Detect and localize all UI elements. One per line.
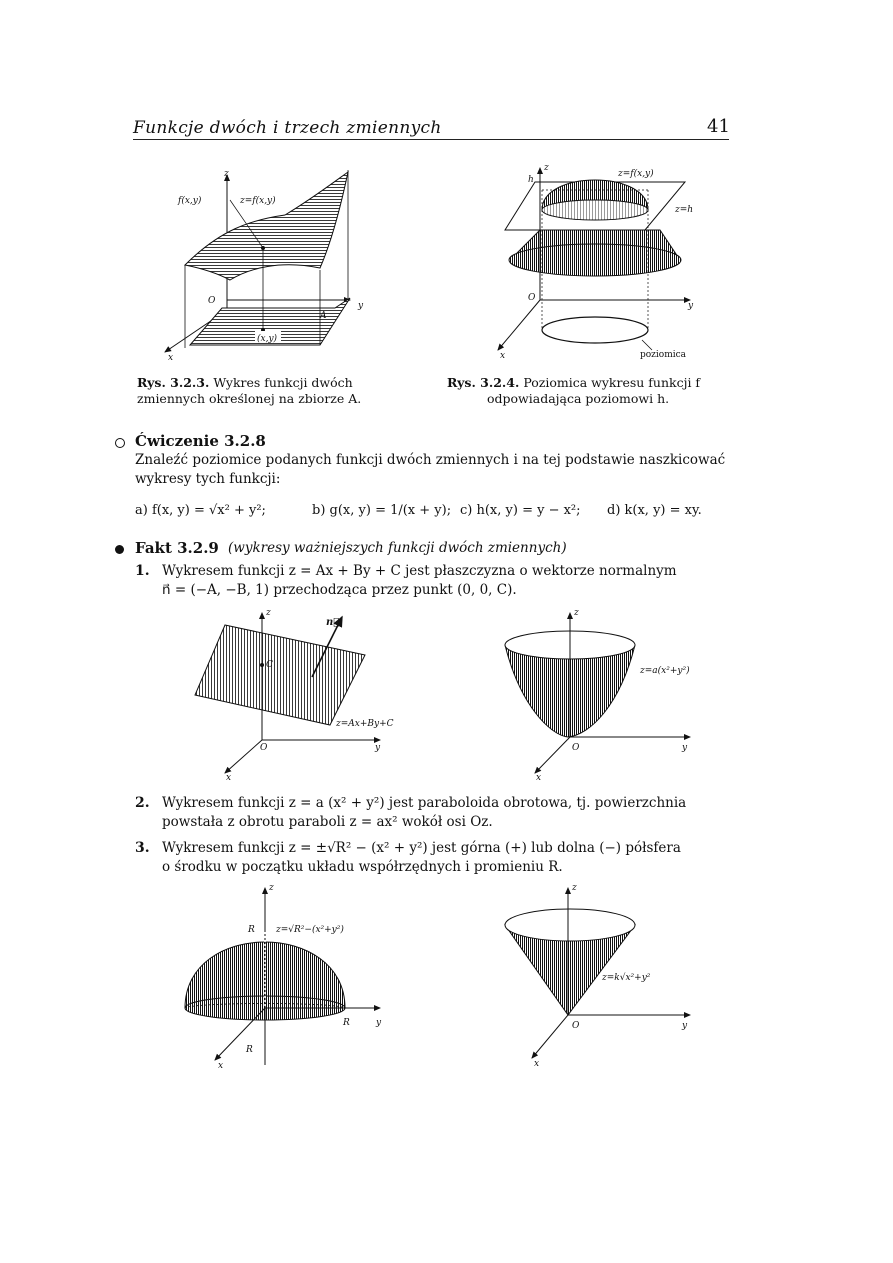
fig323-y-label: y [358,301,364,311]
plane-C-label: C [266,660,273,670]
hemisphere-y-label: y [376,1018,382,1028]
caption-3-2-4 [447,375,737,407]
fig324-z-label: z [544,163,549,173]
cone-y-label: y [682,1021,688,1031]
fig324-x-label: x [500,351,506,361]
figure-hemisphere [180,880,400,1070]
exercise-item-b: b) g(x, y) = 1/(x + y); [312,503,452,518]
fact-item1-number: 1. [135,563,150,579]
caption-3-2-3 [137,375,417,407]
fact-heading: Fakt 3.2.9 [135,539,219,557]
paraboloid-x-label: x [536,773,542,783]
exercise-line2: wykresy tych funkcji: [135,471,281,487]
running-header-title: Funkcje dwóch i trzech zmiennych [133,118,442,138]
hemisphere-eq-label: z=√R²−(x²+y²) [276,925,344,935]
figure-cone [500,880,720,1070]
plane-origin-label: O [260,743,268,753]
cone-x-label: x [534,1059,540,1069]
exercise-heading: Ćwiczenie 3.2.8 [135,432,266,450]
hemisphere-R-top-label: R [248,925,255,935]
fig324-plane-label: z=h [675,205,694,215]
plane-z-label: z [266,608,271,618]
fig324-y-label: y [688,301,694,311]
paraboloid-eq-label: z=a(x²+y²) [640,666,690,676]
plane-n-label: n⃗ [326,617,340,628]
fact-item3-text [162,839,742,877]
hemisphere-R-bottom-label: R [246,1045,253,1055]
fig324-level-label: poziomica [640,350,687,360]
fig323-origin-label: O [208,296,216,306]
cone-eq-label: z=k√x²+y² [602,973,651,983]
caption-3-2-3-number: Rys. 3.2.3. [137,375,210,390]
plane-eq-label: z=Ax+By+C [336,719,394,729]
fact-bullet-icon [115,545,124,554]
fact-item2-number: 2. [135,795,150,811]
fact-item1-line1: Wykresem funkcji z = Ax + By + C jest płaszczyzna o wektorze normalnym [162,563,677,579]
fact-item1-text [162,562,742,600]
fact-item3-number: 3. [135,840,150,856]
fig324-surface-label: z=f(x,y) [618,169,654,179]
fig323-point-label: (x,y) [257,334,278,344]
fact-item2-text [162,794,742,832]
caption-3-2-3-line2: zmiennych określonej na zbiorze A. [137,391,362,406]
fact-item1-line2: n⃗ = (−A, −B, 1) przechodząca przez punkt (0, 0, C). [162,582,517,598]
paraboloid-origin-label: O [572,743,580,753]
paraboloid-y-label: y [682,743,688,753]
paraboloid-z-label: z [574,608,579,618]
fact-item2-line1: Wykresem funkcji z = a (x² + y²) jest paraboloida obrotowa, tj. powierzchnia [162,795,687,811]
fig323-fxy-label: f(x,y) [178,196,202,206]
fig323-x-label: x [168,353,174,363]
exercise-item-c: c) h(x, y) = y − x²; [460,503,581,518]
page-number: 41 [707,116,730,137]
fact-item2-line2: powstała z obrotu paraboli z = ax² wokół osi Oz. [162,814,493,830]
cone-z-label: z [572,883,577,893]
exercise-item-a: a) f(x, y) = √x² + y²; [135,503,266,518]
exercise-item-d: d) k(x, y) = xy. [607,503,702,518]
header-rule [133,139,729,140]
figure-3-2-4 [490,160,710,365]
fact-item3-line1: Wykresem funkcji z = ±√R² − (x² + y²) jest górna (+) lub dolna (−) półsfera [162,840,681,856]
plane-x-label: x [226,773,232,783]
caption-3-2-4-line1: Poziomica wykresu funkcji f [523,375,701,390]
fig323-z-label: z [224,169,229,179]
caption-3-2-3-line1: Wykres funkcji dwóch [213,375,353,390]
hemisphere-R-right-label: R [343,1018,350,1028]
fig324-h-label: h [528,175,534,185]
cone-origin-label: O [572,1021,580,1031]
figure-3-2-3 [160,160,370,365]
caption-3-2-4-line2: odpowiadająca poziomowi h. [487,391,670,406]
exercise-line1: Znaleźć poziomice podanych funkcji dwóch zmiennych i na tej podstawie naszkicować [135,452,726,468]
exercise-bullet-icon [115,438,125,448]
fact-item3-line2: o środku w początku układu współrzędnych i promieniu R. [162,859,563,875]
fig323-surface-label: z=f(x,y) [240,196,276,206]
fact-subtitle: (wykresy ważniejszych funkcji dwóch zmiennych) [228,540,567,556]
exercise-text [135,451,735,489]
figure-plane [190,605,430,783]
fig324-origin-label: O [528,293,536,303]
figure-paraboloid [500,605,720,783]
caption-3-2-4-number: Rys. 3.2.4. [447,375,520,390]
hemisphere-x-label: x [218,1061,224,1071]
fig323-A-label: A [320,311,327,321]
hemisphere-z-label: z [269,883,274,893]
plane-y-label: y [375,743,381,753]
